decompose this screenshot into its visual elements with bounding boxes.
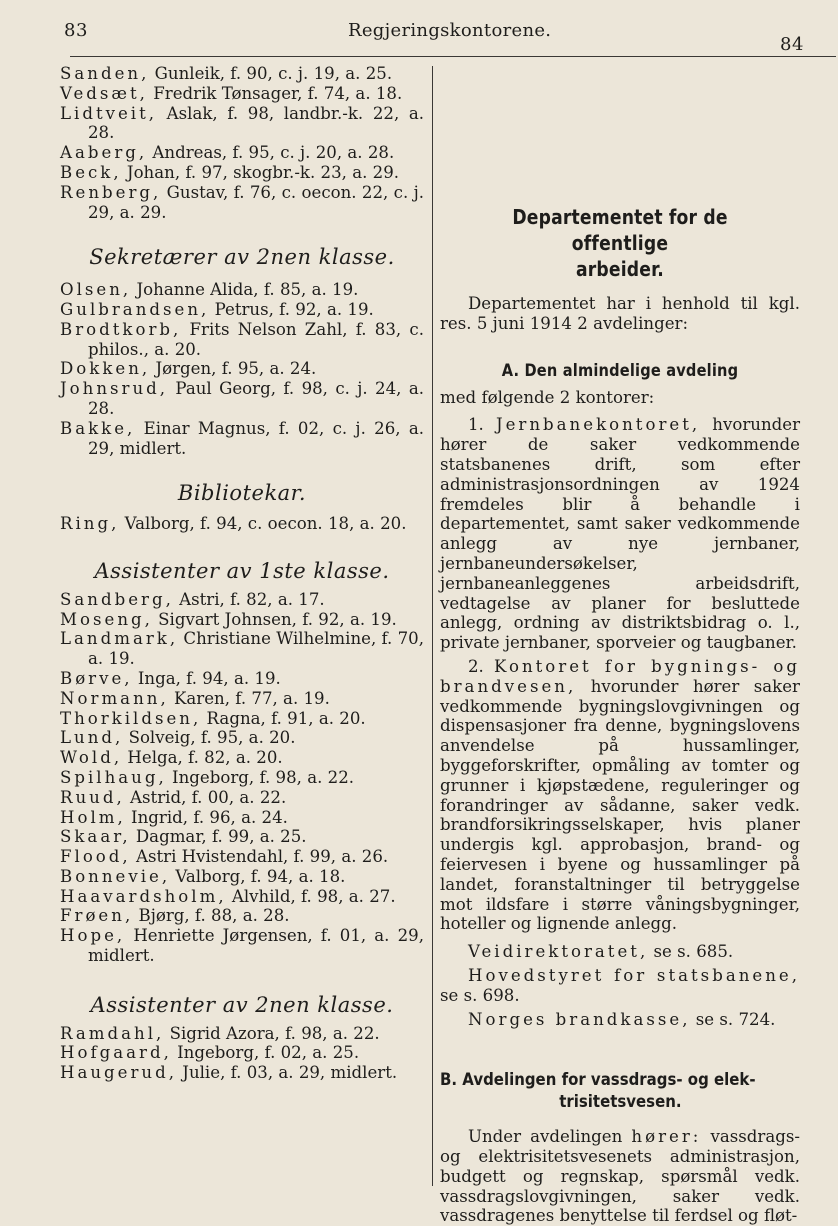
- staff-list-3: [60, 514, 424, 534]
- reference-name: Norges brandkasse,: [468, 1009, 691, 1029]
- staff-details: Karen, f. 77, a. 19.: [168, 688, 330, 708]
- staff-details: Valborg, f. 94, c. oecon. 18, a. 20.: [119, 514, 407, 534]
- staff-surname: Ring,: [60, 514, 120, 534]
- staff-details: Sigrid Azora, f. 98, a. 22.: [164, 1023, 380, 1043]
- staff-entry: [60, 847, 424, 867]
- office-1-number: 1.: [468, 415, 496, 435]
- staff-details: Julie, f. 03, a. 29, midlert.: [177, 1063, 398, 1083]
- staff-entry: [60, 379, 424, 419]
- staff-surname: Moseng,: [60, 609, 153, 629]
- staff-surname: Brodtkorb,: [60, 319, 182, 339]
- staff-details: Paul Georg, f. 98, c. j. 24, a. 28.: [88, 379, 424, 418]
- staff-surname: Bonnevie,: [60, 866, 171, 886]
- section-b-keyword: hører:: [631, 1127, 702, 1147]
- reference-page: se s. 698.: [440, 985, 520, 1005]
- running-title: Regjeringskontorene.: [348, 20, 552, 41]
- staff-details: Alvhild, f. 98, a. 27.: [226, 886, 396, 906]
- staff-entry: [60, 1063, 424, 1083]
- section-b-description: vassdrags- og elektrisitetsvesenets administrasjon, budgett og regnskap, spørsmål vedk. vassdragslovgivningen, saker vedk. vassdragenes benyttelse til ferdsel og fløt-: [440, 1127, 800, 1226]
- staff-entry: [60, 183, 424, 223]
- office-1-description: hvorunder hører de saker vedkommende statsbanenes drift, som efter administrasjonsordningen av 1924 fremdeles blir å behandle i departementet, samt saker vedkommende anlegg av nye jernbaner, jernbaneundersøkelser, jernbaneanleggenes arbeidsdrift, vedtagelse av planer for besluttede anlegg, ordning av distriktsbidrag o. l., private jernbaner, sporveier og taugbaner.: [440, 415, 800, 653]
- staff-details: Ragna, f. 91, a. 20.: [201, 708, 366, 728]
- staff-entry: [60, 768, 424, 788]
- staff-surname: Børve,: [60, 668, 133, 688]
- staff-surname: Lidtveit,: [60, 103, 158, 123]
- staff-entry: [60, 300, 424, 320]
- staff-details: Bjørg, f. 88, a. 28.: [133, 906, 290, 926]
- office-1-name: Jernbanekontoret,: [495, 415, 701, 435]
- staff-entry: [60, 709, 424, 729]
- staff-surname: Haugerud,: [60, 1063, 178, 1083]
- office-2-description: hvorunder hører saker vedkommende bygningslovgivningen og dispensasjoner fra denne, bygningslovens anvendelse på hussamlinger, byggeforskrifter, opmåling av tomter og grunner i kjøpstædene, reguleringer og forandringer av sådanne, saker vedk. brandforsikringsselskaper, hvis planer undergis kgl. approbasjon, brand- og feiervesen i byene og hussamlinger på landet, foranstaltninger til betryggelse mot ildsfare i større våningsbygninger, hoteller og lignende anlegg.: [440, 676, 800, 934]
- department-title-line-1: Departementet for de offentlige: [512, 205, 728, 255]
- staff-entry: [60, 669, 424, 689]
- staff-surname: Landmark,: [60, 629, 179, 649]
- staff-surname: Dokken,: [60, 359, 151, 379]
- staff-details: Astrid, f. 00, a. 22.: [124, 787, 287, 807]
- reference-brandkasse: [440, 1010, 800, 1030]
- staff-surname: Beck,: [60, 162, 122, 182]
- staff-entry: [60, 514, 424, 534]
- staff-list-4: [60, 590, 424, 966]
- right-column: [440, 204, 800, 1226]
- staff-details: Andreas, f. 95, c. j. 20, a. 28.: [147, 143, 395, 163]
- staff-details: Astri Hvistendahl, f. 99, a. 26.: [130, 847, 389, 867]
- section-b-heading-line-1: B. Avdelingen for vassdrags- og elek-: [440, 1070, 756, 1091]
- reference-name: Hovedstyret for statsbanene,: [468, 965, 800, 985]
- reference-statsbanene: [440, 966, 800, 1006]
- staff-details: Aslak, f. 98, landbr.-k. 22, a. 28.: [88, 103, 424, 143]
- staff-entry: [60, 867, 424, 887]
- staff-surname: Ruud,: [60, 787, 125, 807]
- reference-veidirektoratet: [440, 942, 800, 962]
- staff-entry: [60, 689, 424, 709]
- staff-entry: [60, 84, 424, 104]
- staff-surname: Renberg,: [60, 182, 162, 202]
- staff-entry: [60, 419, 424, 459]
- staff-entry: [60, 163, 424, 183]
- staff-entry: [60, 728, 424, 748]
- department-title: [465, 204, 775, 282]
- reference-page: se s. 685.: [648, 942, 734, 962]
- staff-entry: [60, 280, 424, 300]
- staff-details: Ingeborg, f. 98, a. 22.: [166, 767, 355, 787]
- office-1-text: [440, 415, 800, 653]
- staff-surname: Hope,: [60, 926, 126, 946]
- staff-surname: Bakke,: [60, 418, 136, 438]
- staff-details: Christiane Wilhelmine, f. 70, a. 19.: [88, 629, 424, 669]
- staff-surname: Aaberg,: [60, 143, 148, 163]
- department-intro: Departementet har i henhold til kgl. res. 5 juni 1914 2 avdelinger:: [440, 294, 800, 333]
- staff-details: Valborg, f. 94, a. 18.: [170, 866, 346, 886]
- staff-surname: Olsen,: [60, 280, 132, 300]
- staff-details: Astri, f. 82, a. 17.: [173, 589, 325, 609]
- reference-page: se s. 724.: [690, 1009, 776, 1029]
- staff-entry: [60, 887, 424, 907]
- staff-surname: Hofgaard,: [60, 1043, 172, 1063]
- staff-details: Johanne Alida, f. 85, a. 19.: [131, 280, 359, 300]
- staff-details: Einar Magnus, f. 02, c. j. 26, a. 29, midlert.: [88, 418, 424, 458]
- staff-surname: Sandberg,: [60, 589, 174, 609]
- staff-entry: [60, 359, 424, 379]
- staff-entry: [60, 64, 424, 84]
- staff-entry: [60, 590, 424, 610]
- office-2-text: [440, 657, 800, 934]
- staff-surname: Frøen,: [60, 906, 134, 926]
- page-number-right: 84: [780, 34, 804, 55]
- left-column: [60, 64, 424, 1083]
- staff-entry: [60, 143, 424, 163]
- staff-surname: Johnsrud,: [60, 379, 169, 399]
- staff-entry: [60, 926, 424, 966]
- staff-entry: [60, 808, 424, 828]
- staff-details: Helga, f. 82, a. 20.: [122, 748, 283, 768]
- staff-surname: Lund,: [60, 728, 124, 748]
- staff-surname: Skaar,: [60, 827, 131, 847]
- column-divider: [432, 66, 433, 1186]
- staff-details: Johan, f. 97, skogbr.-k. 23, a. 29.: [121, 162, 400, 182]
- staff-details: Ingrid, f. 96, a. 24.: [125, 807, 288, 827]
- heading-assistants-1: Assistenter av 1ste klasse.: [94, 558, 390, 583]
- staff-list-1: [60, 64, 424, 222]
- staff-entry: [60, 906, 424, 926]
- section-b-intro: Under avdelingen: [468, 1127, 632, 1147]
- staff-entry: [60, 629, 424, 669]
- staff-details: Gunleik, f. 90, c. j. 19, a. 25.: [149, 64, 393, 83]
- section-b-text: [440, 1127, 800, 1226]
- section-a-subtitle: med følgende 2 kontorer:: [440, 387, 655, 407]
- staff-entry: [60, 748, 424, 768]
- staff-entry: [60, 104, 424, 144]
- staff-details: Petrus, f. 92, a. 19.: [209, 299, 374, 319]
- staff-surname: Normann,: [60, 688, 169, 708]
- department-title-line-2: arbeider.: [575, 257, 665, 281]
- staff-list-2: [60, 280, 424, 458]
- office-2-number: 2.: [468, 656, 495, 676]
- staff-details: Inga, f. 94, a. 19.: [132, 668, 281, 688]
- section-a-heading: A. Den almindelige avdeling: [501, 360, 739, 381]
- staff-details: Jørgen, f. 95, a. 24.: [150, 359, 317, 379]
- staff-surname: Sanden,: [60, 64, 150, 83]
- staff-details: Fredrik Tønsager, f. 74, a. 18.: [147, 83, 403, 103]
- staff-surname: Gulbrandsen,: [60, 299, 210, 319]
- staff-details: Sigvart Johnsen, f. 92, a. 19.: [152, 609, 397, 629]
- staff-surname: Holm,: [60, 807, 126, 827]
- staff-surname: Haavardsholm,: [60, 886, 227, 906]
- staff-surname: Flood,: [60, 847, 131, 867]
- staff-entry: [60, 610, 424, 630]
- heading-librarian: Bibliotekar.: [177, 481, 307, 506]
- staff-details: Frits Nelson Zahl, f. 83, c. philos., a. 20.: [88, 319, 424, 359]
- staff-entry: [60, 1024, 424, 1044]
- office-2-name: Kontoret for bygnings- og brandvesen,: [440, 656, 800, 696]
- staff-details: Dagmar, f. 99, a. 25.: [130, 827, 307, 847]
- page-number-left: 83: [64, 20, 88, 41]
- staff-details: Gustav, f. 76, c. oecon. 22, c. j. 29, a. 29.: [88, 182, 424, 222]
- staff-surname: Vedsæt,: [60, 83, 148, 103]
- section-b-heading: [440, 1069, 801, 1113]
- staff-surname: Ramdahl,: [60, 1023, 165, 1043]
- staff-entry: [60, 827, 424, 847]
- staff-details: Solveig, f. 95, a. 20.: [123, 728, 296, 748]
- staff-surname: Thorkildsen,: [60, 708, 202, 728]
- staff-details: Ingeborg, f. 02, a. 25.: [171, 1043, 360, 1063]
- section-b-heading-line-2: trisitetsvesen.: [559, 1092, 682, 1113]
- staff-surname: Wold,: [60, 748, 123, 768]
- staff-surname: Spilhaug,: [60, 767, 167, 787]
- reference-name: Veidirektoratet,: [468, 942, 649, 962]
- heading-secretaries: Sekretærer av 2nen klasse.: [89, 245, 395, 270]
- staff-entry: [60, 1043, 424, 1063]
- staff-list-5: [60, 1024, 424, 1083]
- staff-entry: [60, 320, 424, 360]
- staff-details: Henriette Jørgensen, f. 01, a. 29, midlert.: [88, 926, 424, 966]
- staff-entry: [60, 788, 424, 808]
- header-rule: [70, 56, 836, 57]
- heading-assistants-2: Assistenter av 2nen klasse.: [90, 992, 394, 1017]
